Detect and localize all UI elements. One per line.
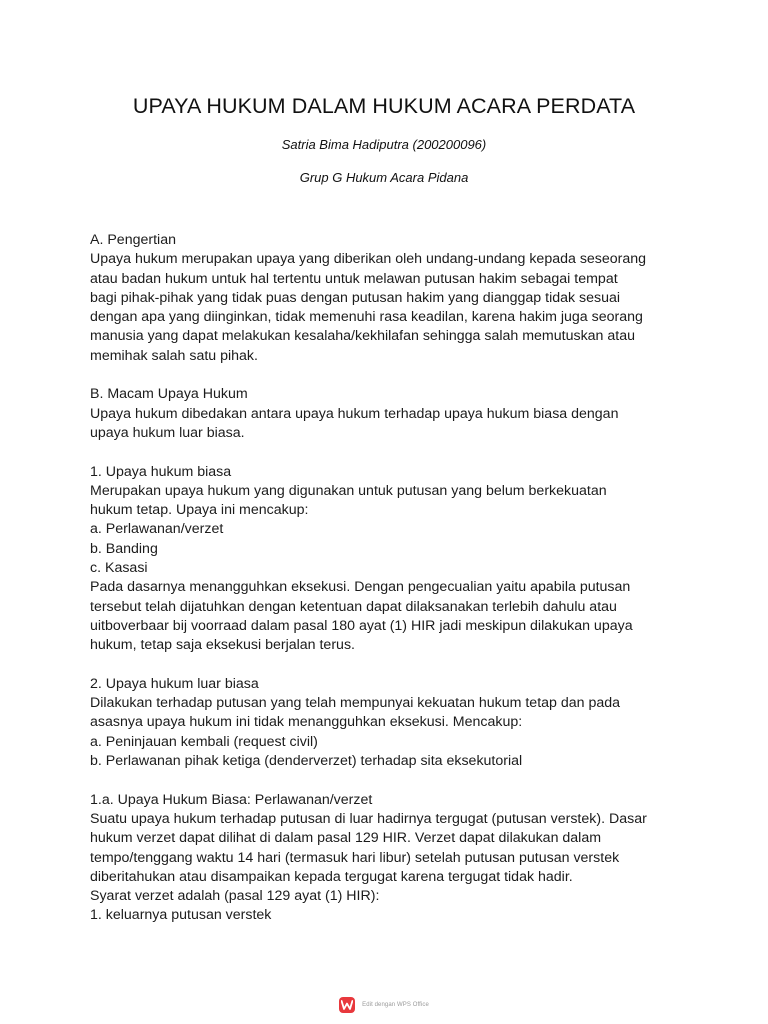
paragraph-gap — [90, 771, 690, 790]
body-line: memihak salah satu pihak. — [90, 347, 258, 364]
body-line: Dilakukan terhadap putusan yang telah mempunyai kekuatan hukum tetap dan pada — [90, 695, 621, 712]
body-line: 1.a. Upaya Hukum Biasa: Perlawanan/verzet — [90, 791, 373, 808]
body-line: tempo/tenggang waktu 14 hari (termasuk hari libur) setelah putusan putusan verstek — [90, 849, 620, 866]
wps-office-icon — [339, 997, 355, 1013]
body-line: Suatu upaya hukum terhadap putusan di luar hadirnya tergugat (putusan verstek). Dasar — [90, 810, 647, 827]
body-line: b. Banding — [90, 540, 158, 557]
body-line: Upaya hukum dibedakan antara upaya hukum terhadap upaya hukum biasa dengan — [90, 405, 619, 422]
paragraph-gap — [90, 443, 690, 462]
document-body — [90, 231, 690, 926]
body-line: Merupakan upaya hukum yang digunakan untuk putusan yang belum berkekuatan — [90, 482, 607, 499]
body-line: 2. Upaya hukum luar biasa — [90, 675, 259, 692]
body-line: manusia yang dapat melakukan kesalaha/kekhilafan sehingga salah memutuskan atau — [90, 328, 635, 345]
body-line: atau badan hukum untuk hal tertentu untuk melawan putusan hakim sebagai tempat — [90, 270, 618, 287]
body-line: hukum tetap. Upaya ini mencakup: — [90, 502, 309, 519]
body-line: Pada dasarnya menangguhkan eksekusi. Dengan pengecualian yaitu apabila putusan — [90, 579, 631, 596]
body-line: 1. keluarnya putusan verstek — [90, 907, 272, 924]
body-line: b. Perlawanan pihak ketiga (denderverzet) terhadap sita eksekutorial — [90, 753, 523, 770]
body-line: a. Perlawanan/verzet — [90, 521, 224, 538]
body-line: B. Macam Upaya Hukum — [90, 386, 248, 403]
body-line: bagi pihak-pihak yang tidak puas dengan putusan hakim yang dianggap tidak sesuai — [90, 289, 621, 306]
body-line: hukum, tetap saja eksekusi berjalan terus. — [90, 637, 355, 654]
footer-text: Edit dengan WPS Office — [362, 1002, 429, 1008]
body-line: Upaya hukum merupakan upaya yang diberikan oleh undang-undang kepada seseorang — [90, 251, 647, 268]
body-line: hukum verzet dapat dilihat di dalam pasal 129 HIR. Verzet dapat dilakukan dalam — [90, 830, 602, 847]
body-line: A. Pengertian — [90, 232, 176, 248]
body-line: c. Kasasi — [90, 560, 148, 577]
group-line: Grup G Hukum Acara Pidana — [299, 170, 469, 185]
body-line: upaya hukum luar biasa. — [90, 424, 245, 441]
document-title: UPAYA HUKUM DALAM HUKUM ACARA PERDATA — [132, 94, 636, 118]
paragraph-gap — [90, 656, 690, 675]
body-line: a. Peninjauan kembali (request civil) — [90, 733, 318, 750]
body-line: Syarat verzet adalah (pasal 129 ayat (1) HIR): — [90, 888, 380, 905]
body-line: asasnya upaya hukum ini tidak menangguhkan eksekusi. Mencakup: — [90, 714, 523, 731]
wps-footer — [0, 997, 768, 1013]
author-line: Satria Bima Hadiputra (200200096) — [281, 137, 487, 152]
body-line: diberitahukan atau disampaikan kepada tergugat karena tergugat tidak hadir. — [90, 868, 573, 885]
body-line: dengan apa yang diinginkan, tidak memenuhi rasa keadilan, karena hakim juga seorang — [90, 309, 643, 326]
paragraph-gap — [90, 366, 690, 385]
body-line: uitboverbaar bij voorraad dalam pasal 180 ayat (1) HIR jadi meskipun dilakukan upaya — [90, 617, 633, 634]
body-line: tersebut telah dijatuhkan dengan ketentuan dapat dilaksanakan terlebih dahulu atau — [90, 598, 617, 615]
body-line: 1. Upaya hukum biasa — [90, 463, 232, 480]
